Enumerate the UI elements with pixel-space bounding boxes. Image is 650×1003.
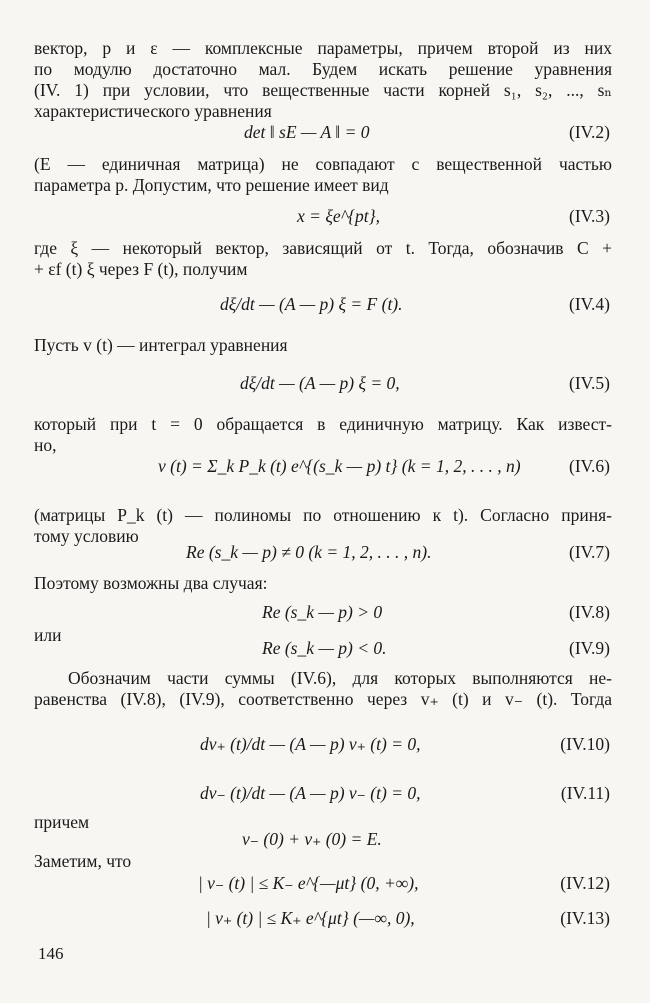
paragraph6-line2: тому условию	[34, 526, 139, 546]
equation-iv3: x = ξe^{pt},	[297, 206, 380, 226]
paragraph1-line1: вектор, p и ε — комплексные параметры, причем второй из них	[34, 38, 612, 58]
paragraph1-line3: (IV. 1) при условии, что вещественные части корней s₁, s₂, ..., sₙ	[34, 80, 612, 100]
or-word: или	[34, 625, 62, 645]
equation-number-iv2: (IV.2)	[569, 122, 610, 142]
paragraph2-line2: параметра p. Допустим, что решение имеет вид	[34, 175, 389, 195]
paragraph3-line2: + εf (t) ξ через F (t), получим	[34, 259, 248, 279]
equation-number-iv4: (IV.4)	[569, 294, 610, 314]
equation-iv6: v (t) = Σ_k P_k (t) e^{(s_k — p) t} (k = 1, 2, . . . , n)	[158, 456, 521, 476]
paragraph3-line1: где ξ — некоторый вектор, зависящий от t. Тогда, обозначив C +	[34, 238, 612, 258]
equation-iv7: Re (s_k — p) ≠ 0 (k = 1, 2, . . . , n).	[186, 542, 432, 562]
equation-number-iv10: (IV.10)	[560, 734, 610, 754]
paragraph2-line1: (E — единичная матрица) не совпадают с вещественной частью	[34, 154, 612, 174]
paragraph5-line1: который при t = 0 обращается в единичную матрицу. Как извест-	[34, 414, 612, 434]
equation-iv9: Re (s_k — p) < 0.	[262, 638, 387, 658]
paragraph1-line2: по модулю достаточно мал. Будем искать решение уравнения	[34, 59, 612, 79]
paragraph8-line1: Обозначим части суммы (IV.6), для которых выполняются не-	[68, 668, 612, 688]
equation-iv5: dξ/dt — (A — p) ξ = 0,	[240, 373, 400, 393]
paragraph7: Поэтому возможны два случая:	[34, 573, 268, 593]
equation-initial-condition: v₋ (0) + v₊ (0) = E.	[242, 829, 382, 849]
paragraph6-line1: (матрицы P_k (t) — полиномы по отношению к t). Согласно приня-	[34, 505, 612, 525]
equation-number-iv6: (IV.6)	[569, 456, 610, 476]
equation-number-iv5: (IV.5)	[569, 373, 610, 393]
equation-number-iv8: (IV.8)	[569, 602, 610, 622]
equation-number-iv7: (IV.7)	[569, 542, 610, 562]
equation-iv13: | v₊ (t) | ≤ K₊ e^{μt} (—∞, 0),	[206, 908, 415, 928]
paragraph4: Пусть v (t) — интеграл уравнения	[34, 335, 288, 355]
equation-number-iv12: (IV.12)	[560, 873, 610, 893]
equation-number-iv13: (IV.13)	[560, 908, 610, 928]
equation-number-iv3: (IV.3)	[569, 206, 610, 226]
equation-number-iv9: (IV.9)	[569, 638, 610, 658]
paragraph5-line2: но,	[34, 435, 57, 455]
equation-iv12: | v₋ (t) | ≤ K₋ e^{—μt} (0, +∞),	[198, 873, 419, 893]
equation-iv11: dv₋ (t)/dt — (A — p) v₋ (t) = 0,	[200, 783, 421, 803]
equation-iv4: dξ/dt — (A — p) ξ = F (t).	[220, 294, 403, 314]
paragraph8-line2: равенства (IV.8), (IV.9), соответственно через v₊ (t) и v₋ (t). Тогда	[34, 689, 612, 709]
paragraph9: причем	[34, 812, 90, 832]
paragraph10: Заметим, что	[34, 851, 132, 871]
equation-iv2: det ‖ sE — A ‖ = 0	[244, 122, 370, 142]
page-number: 146	[38, 944, 64, 963]
equation-number-iv11: (IV.11)	[560, 783, 610, 803]
paragraph1-line4: характеристического уравнения	[34, 101, 272, 121]
equation-iv8: Re (s_k — p) > 0	[262, 602, 383, 622]
equation-iv10: dv₊ (t)/dt — (A — p) v₊ (t) = 0,	[200, 734, 421, 754]
